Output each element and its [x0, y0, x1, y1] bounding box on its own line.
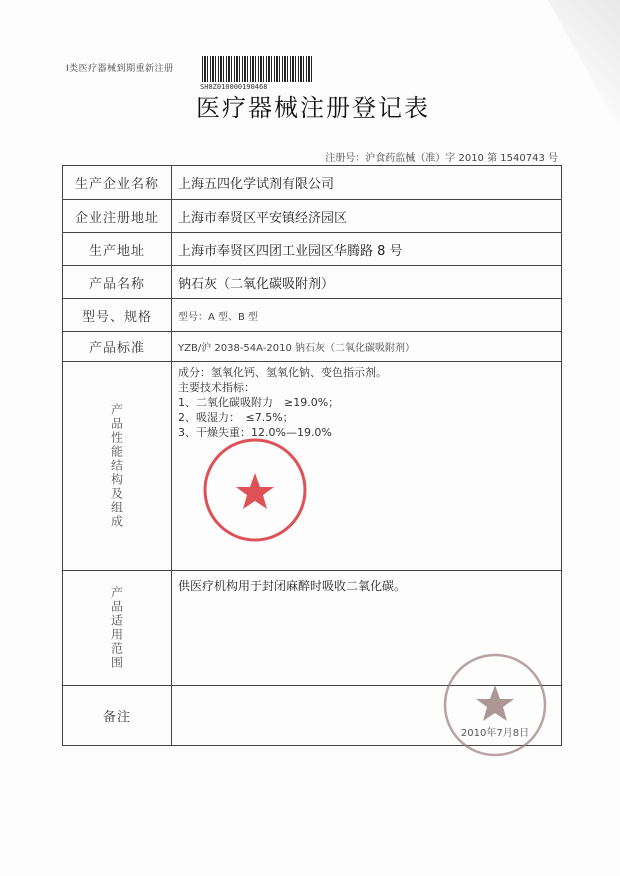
row-value: 型号：A 型、B 型	[172, 299, 562, 332]
table-row	[63, 299, 562, 332]
row-value: 钠石灰（二氧化碳吸附剂）	[172, 266, 562, 299]
row-value: 供医疗机构用于封闭麻醉时吸收二氧化碳。	[172, 571, 562, 686]
table-row	[63, 332, 562, 362]
row-value: 上海市奉贤区平安镇经济园区	[172, 200, 562, 233]
row-label: 生产企业名称	[63, 166, 172, 200]
document-title: 医疗器械注册登记表	[196, 94, 430, 122]
row-label: 型号、规格	[63, 299, 172, 332]
row-label: 生产地址	[63, 233, 172, 266]
row-label: 备注	[63, 686, 172, 746]
row-label: 产品标准	[63, 332, 172, 362]
line: 2、吸湿力： ≤7.5%；	[178, 411, 294, 424]
row-label: 产品性能结构及组成	[63, 362, 172, 571]
row-label: 企业注册地址	[63, 200, 172, 233]
line: 成分：氢氧化钙、氢氧化钠、变色指示剂。	[178, 366, 387, 379]
table-row	[63, 166, 562, 200]
table-row	[63, 266, 562, 299]
line: 主要技术指标：	[178, 381, 255, 394]
page-fold-shadow	[500, 0, 620, 130]
table-row-performance	[63, 362, 562, 571]
table-row	[63, 200, 562, 233]
barcode-text: SH0Z010000190468	[200, 83, 268, 91]
registration-number: 注册号：沪食药监械（准）字 2010 第 1540743 号	[325, 153, 558, 164]
top-note: I类医疗器械到期重新注册	[66, 64, 174, 74]
barcode	[202, 56, 312, 82]
row-label: 产品适用范围	[63, 571, 172, 686]
authority-stamp	[440, 650, 550, 760]
row-value: YZB/沪 2038-54A-2010 钠石灰（二氧化碳吸附剂）	[172, 332, 562, 362]
line: 1、二氧化碳吸附力 ≥19.0%；	[178, 396, 340, 409]
row-value: 上海市奉贤区四团工业园区华腾路 8 号	[172, 233, 562, 266]
line: 3、干燥失重：12.0%—19.0%	[178, 426, 332, 439]
stamp-date: 2010年7月8日	[460, 728, 530, 739]
row-label: 产品名称	[63, 266, 172, 299]
table-row	[63, 233, 562, 266]
company-stamp	[200, 435, 310, 545]
row-value: 上海五四化学试剂有限公司	[172, 166, 562, 200]
